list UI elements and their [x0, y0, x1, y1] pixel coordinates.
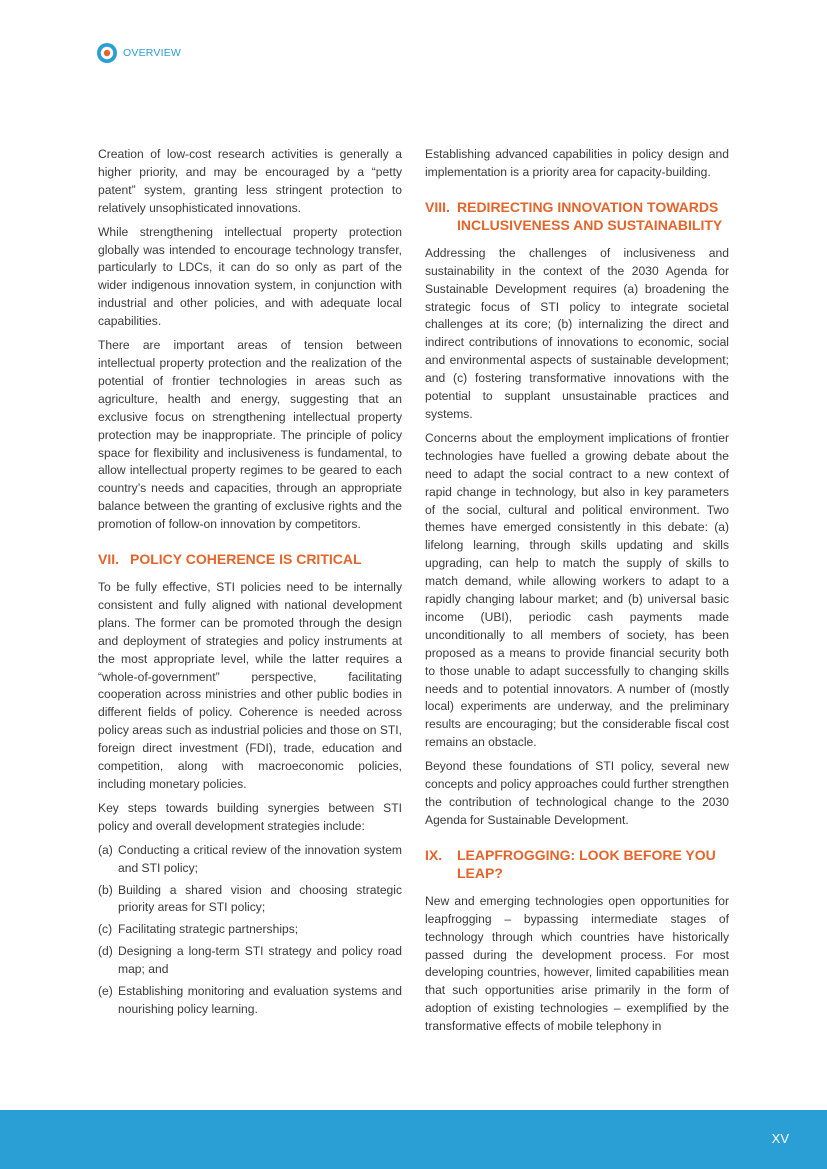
left-column: [98, 146, 402, 1025]
section-heading-ix: [425, 846, 729, 882]
section-number: IX.: [425, 846, 443, 863]
list-item-text: Conducting a critical review of the innovation system and STI policy;: [118, 842, 402, 875]
list-item-text: Establishing monitoring and evaluation systems and nourishing policy learning.: [118, 984, 402, 1016]
target-circle-icon: [97, 43, 117, 63]
paragraph: To be fully effective, STI policies need to be internally consistent and fully aligned with national development plans. The former can be promoted through the design and deployment of strategies and policy instruments at the most appropriate level, while the latter requires a “whole-of-government” perspective, facilitating cooperation across ministries and other public bodies in different fields of policy. Coherence is needed across policy areas such as industrial policies and those on STI, foreign direct investment (FDI), trade, education and competition, along with macroeconomic policies, including monetary policies.: [98, 580, 402, 791]
paragraph: Addressing the challenges of inclusiveness and sustainability in the context of the 2030 Agenda for Sustainable Development requires (a) broadening the strategic focus of STI policy to integrate societal challenges at its core; (b) internalizing the direct and indirect contributions of innovations to economic, social and environmental aspects of sustainable development; and (c) fostering transformative innovations with the potential to supplant unsustainable practices and systems.: [425, 245, 729, 421]
paragraph: Creation of low-cost research activities is generally a higher priority, and may be encouraged by a “petty patent” system, granting less stringent protection to relatively unsophisticated innovations.: [98, 147, 402, 215]
paragraph: While strengthening intellectual property protection globally was intended to encourage technology transfer, particularly to LDCs, it can do so only as part of the wider indigenous innovation system, in conjunction with industrial and other policies, and with adequate local capabilities.: [98, 224, 402, 329]
section-number: VIII.: [425, 198, 450, 215]
list-item: [98, 842, 402, 878]
list-item: [98, 882, 402, 918]
paragraph: Establishing advanced capabilities in policy design and implementation is a priority area for capacity-building.: [425, 147, 729, 179]
paragraph: There are important areas of tension between intellectual property protection and the realization of the potential of frontier technologies in areas such as agriculture, health and energy, suggesting that an exclusive focus on strengthening intellectual property protection may be inappropriate. The principle of policy space for flexibility and inclusiveness is fundamental, to allow intellectual property regimes to be geared to each country’s needs and capacities, through an appropriate balance between the granting of exclusive rights and the promotion of follow-on innovation by competitors.: [98, 338, 402, 532]
section-heading-vii: [98, 550, 402, 568]
list-item: [98, 921, 402, 939]
section-title: REDIRECTING INNOVATION TOWARDS INCLUSIVENESS AND SUSTAINABILITY: [457, 198, 723, 233]
page-footer: [0, 1110, 827, 1169]
right-column: [425, 146, 729, 1042]
page-number: XV: [771, 1131, 789, 1146]
section-label: OVERVIEW: [123, 47, 182, 59]
list-item-text: Building a shared vision and choosing strategic priority areas for STI policy;: [118, 882, 402, 915]
paragraph: Key steps towards building synergies between STI policy and overall development strategies include:: [98, 800, 402, 833]
section-number: VII.: [98, 551, 120, 568]
list-marker: (b): [98, 882, 113, 897]
paragraph: Concerns about the employment implications of frontier technologies have fuelled a growing debate about the need to adapt the social contract to a new context of rapid change in technology, but also in key parameters of the social, cultural and political environment. Two themes have emerged consistently in this debate: (a) lifelong learning, through skills updating and skills upgrading, can help to match the supply of skills to match demand, while allowing workers to adapt to a rapidly changing labour market; and (b) universal basic income (UBI), periodic cash payments made unconditionally to all members of society, has been proposed as a means to provide financial security both to those unable to adapt successfully to changing skills needs and to potential innovators. A number of (mostly local) experiments are underway, and the preliminary results are encouraging; but the considerable fiscal cost remains an obstacle.: [425, 430, 729, 750]
steps-list: [98, 842, 402, 1019]
section-title: POLICY COHERENCE IS CRITICAL: [130, 551, 362, 568]
list-marker: (a): [98, 842, 113, 857]
list-marker: (c): [98, 922, 113, 937]
page-header: [97, 42, 181, 64]
list-item: [98, 983, 402, 1019]
list-item-text: Facilitating strategic partnerships;: [118, 922, 299, 937]
list-marker: (d): [98, 944, 113, 959]
list-item-text: Designing a long-term STI strategy and policy road map; and: [118, 944, 402, 977]
paragraph: Beyond these foundations of STI policy, several new concepts and policy approaches could further strengthen the contribution of technological change to the 2030 Agenda for Sustainable Development.: [425, 759, 729, 827]
paragraph: New and emerging technologies open opportunities for leapfrogging – bypassing intermediate stages of technology through which countries have historically passed during the development process. For most developing countries, however, limited capabilities mean that such opportunities arise primarily in the form of adoption of existing technologies – exemplified by the transformative effects of mobile telephony in: [425, 893, 729, 1034]
list-marker: (e): [98, 984, 113, 999]
section-title: LEAPFROGGING: LOOK BEFORE YOU LEAP?: [457, 846, 716, 881]
section-heading-viii: [425, 198, 729, 234]
list-item: [98, 943, 402, 979]
